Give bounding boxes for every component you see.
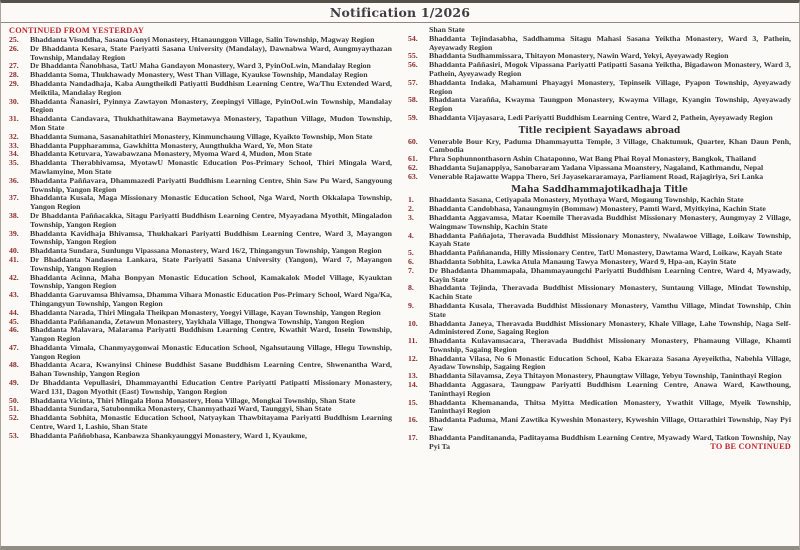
entry-number: 38. xyxy=(9,210,19,220)
list-entry xyxy=(408,355,791,373)
entry-text: Bhaddanta Kulavamsacara, Theravada Buddhist Missionary Monastery, Phamaung Village, Khamti Township, Sagaing Region xyxy=(429,336,791,354)
entry-number: 31. xyxy=(9,114,19,124)
entry-number: 42. xyxy=(9,272,19,282)
entry-number: 37. xyxy=(9,193,19,203)
entry-text: Bhaddanta Paññananda, Hilly Missionary Centre, TatU Monastery, Dawtama Ward, Loikaw, Kayah State xyxy=(429,248,783,258)
entry-number: 55. xyxy=(408,51,418,61)
entry-text: Dr Bhaddanta Kesara, State Pariyatti Sasana University (Mandalay), Dawnabwa Ward, Aungmyaythazan Township, Mandalay Region xyxy=(30,43,392,62)
entry-number: 10. xyxy=(408,318,418,328)
entry-text: Dr Bhaddanta Dhammapala, Dhammayaungchi Pariyatti Buddhism Learning Centre, Ward 4, Myawady, Kayin State xyxy=(429,265,791,284)
entry-text: Bhaddanta Kusala, Theravada Buddhist Missionary Monastery, Vamthu Village, Mindat Township, Chin State xyxy=(429,300,791,319)
entry-number: 44. xyxy=(9,307,19,317)
entry-number: 11. xyxy=(408,336,418,346)
entry-number: 52. xyxy=(9,413,19,423)
entry-text: Bhaddanta Ketuvara, Yawabawzana Monastery, Myoma Ward 4, Mudon, Mon State xyxy=(30,149,312,159)
entry-number: 3. xyxy=(408,212,414,222)
entry-text: Bhaddanta Panditananda, Paditayama Buddhism Learning Centre, Myawady Ward, Tatkon Township, Nay Pyi Ta xyxy=(429,432,791,451)
list-entry xyxy=(9,291,392,309)
entry-text: Bhaddanta Sujanappiya, Sanobararam Yadana Vipassana Moanstery, Nagaland, Kathmandu, Nepal xyxy=(429,162,764,172)
entry-text: Bhaddanta Malavara, Malarama Pariyatti Buddhism Learning Centre, Kwathit Ward, Insein Township, Yangon Region xyxy=(30,325,392,344)
list-entry xyxy=(408,35,791,53)
entry-number: 45. xyxy=(9,316,19,326)
list-entry xyxy=(9,115,392,133)
entry-number: 26. xyxy=(9,43,19,53)
entry-text: Bhaddanta Therabhivamsa, MyotawU Monastic Education Pos-Primary School, Thiri Mingala Ward, Mawlamyine, Mon State xyxy=(30,158,392,176)
entry-number: 7. xyxy=(408,265,414,275)
entry-number: 49. xyxy=(9,378,19,388)
list-entry xyxy=(9,98,392,116)
list-entry xyxy=(9,432,392,441)
entry-number: 29. xyxy=(9,78,19,88)
entry-number: 47. xyxy=(9,342,19,352)
list-entry xyxy=(408,114,791,123)
entry-text: Bhaddanta Sundara, Satubonmika Monastery, Chanmyathazi Ward, Taunggyi, Shan State xyxy=(30,404,332,414)
entry-number: 51. xyxy=(9,404,19,414)
page-title: Notification 1/2026 xyxy=(329,5,471,20)
list-entry xyxy=(408,416,791,434)
entry-text: Bhaddanta Sobhita, Lawka Atula Manaung Tawya Monastery, Ward 9, Hpa-an, Kayin State xyxy=(429,256,737,266)
entry-text: Bhaddanta Narada, Thiri Mingala Theikpan Monastery, Yoegyi Village, Kayan Township, Yangon Region xyxy=(30,307,381,317)
list-entry xyxy=(9,159,392,177)
entry-number: 4. xyxy=(408,230,414,240)
list-entry xyxy=(408,61,791,79)
entry-text: Bhaddanta Sundara, Sunlungu Vipassana Monastery, Ward 16/2, Thingangyun Township, Yangon Region xyxy=(30,246,382,256)
list-entry xyxy=(408,138,791,156)
entry-number: 35. xyxy=(9,158,19,168)
entry-number: 34. xyxy=(9,149,19,159)
entry-number: 15. xyxy=(408,397,418,407)
page-header xyxy=(1,3,799,23)
entry-text: Bhaddanta Soma, Thukhawady Monastery, West Than Village, Kyaukse Township, Mandalay Region xyxy=(30,70,368,80)
entry-number: 43. xyxy=(9,290,19,300)
list-entry xyxy=(408,320,791,338)
list-entry xyxy=(408,232,791,250)
entry-text: Dr Bhaddanta Paññacakka, Sitagu Pariyatti Buddhism Learning Centre, Myayadana Myothit, Mingaladon Township, Yangon Region xyxy=(30,210,392,229)
entry-number: 59. xyxy=(408,112,418,122)
list-entry xyxy=(9,361,392,379)
entry-number: 5. xyxy=(408,248,414,258)
entry-text: Bhaddanta Sumana, Sasanahitathiri Monastery, Kinmunchaung Village, Kyaikto Township, Mon State xyxy=(30,131,373,141)
entry-text: Bhaddanta Paññasiri, Mogok Vipassana Pariyatti Patipatti Sasana Yeiktha, Bigadawon Monastery, Ward 3, Pathein, Ayeyawady Region xyxy=(429,60,791,78)
entry-text: Bhaddanta Garuvamsa Bhivamsa, Dhamma Vihara Monastic Education Pos-Primary School, Ward Nga/Ka, Thingangyun Township, Yangon Region xyxy=(30,290,392,308)
columns-container xyxy=(1,23,799,546)
entry-number: 33. xyxy=(9,140,19,150)
entry-text: Bhaddanta Khemananda, Thitsa Myitta Medication Monastery, Ywathit Village, Myeik Township, Taninthayi Region xyxy=(429,397,791,416)
entry-text: Bhaddanta Paññajota, Theravada Buddhist Missionary Monastery, Nwalawoe Village, Loikaw Township, Kayah State xyxy=(429,230,791,249)
entry-text: Bhaddanta Puppharamma, Gawkhitta Monastery, Aungthukha Ward, Ye, Mon State xyxy=(30,140,313,150)
entry-number: 8. xyxy=(408,283,414,293)
entry-number: 61. xyxy=(408,154,418,164)
list-entry xyxy=(9,212,392,230)
entry-text: Bhaddanta Nandadhaja, Kaba Aungtheikdi Patiyatti Buddhism Learning Centre, Wa/Thu Extended Ward, Meiktila, Mandalay Region xyxy=(30,78,392,97)
entry-number: 48. xyxy=(9,360,19,370)
entry-number: 14. xyxy=(408,380,418,390)
list-entry xyxy=(9,344,392,362)
list-entry xyxy=(408,337,791,355)
list-entry xyxy=(9,230,392,248)
entry-text: Bhaddanta Vijayasara, Ledi Pariyatti Buddhism Learning Centre, Ward 2, Pathein, Ayeyawady Region xyxy=(429,112,773,122)
entry-number: 25. xyxy=(9,35,19,44)
entry-text: Bhaddanta Sasana, Cetiyapala Monastery, Myothaya Ward, Mogaung Township, Kachin State xyxy=(429,195,744,205)
left-column xyxy=(9,26,392,542)
entry-text: Bhaddanta Kavidhaja Bhivamsa, Thukhakari Pariyatti Buddhism Learning Centre, Ward 3, Mayangon Township, Yangon Region xyxy=(30,228,392,247)
entry-text: Dr Bhaddanta Ñanobhasa, TatU Maha Gandayon Monastery, Ward 3, PyinOoLwin, Mandalay Region xyxy=(30,61,371,71)
entry-number: 32. xyxy=(9,131,19,141)
entry-text: Phra Sophunnonthasorn Ashin Chataponno, Wat Bang Phai Royal Monastery, Bangkok, Thailand xyxy=(429,154,757,164)
entry-number: 50. xyxy=(9,395,19,405)
entry-text: Bhaddanta Acinna, Maha Bonpyan Monastic Education School, Kamakalok Model Village, Kyauktan Township, Yangon Region xyxy=(30,272,392,291)
entry-text: Bhaddanta Aggasara, Taungpaw Pariyatti Buddhism Learning Centre, Anawa Ward, Kawthoung, Taninthayi Region xyxy=(429,380,791,398)
entry-text: Bhaddanta Silavamsa, Zeya Thitayon Monastery, Phaungtaw Village, Yebyu Township, Taninthayi Region xyxy=(429,371,782,381)
entry-number: 36. xyxy=(9,175,19,185)
list-entry xyxy=(9,379,392,397)
entry-text: Bhaddanta Ñanasiri, Pyinnya Zawtayon Monastery, Zeepingyi Village, PyinOoLwin Township, Mandalay Region xyxy=(30,96,392,115)
entry-text: Bhaddanta Sobhita, Monastic Education School, Natyaykan Thawbitayama Pariyatti Buddhism Learning Centre, Ward 1, Lashio, Shan State xyxy=(30,413,392,432)
entry-number: 46. xyxy=(9,325,19,335)
list-entry xyxy=(9,80,392,98)
list-entry xyxy=(9,256,392,274)
entry-text: Bhaddanta Visuddha, Sasana Gonyi Monastery, Htanaunggon Village, Salin Township, Magway Region xyxy=(30,35,375,44)
list-entry xyxy=(408,79,791,97)
entry-text: Bhaddanta Vilasa, No 6 Monastic Education School, Kaba Ekaraza Sasana Ayeyeiktha, Nabehla Village, Ayadaw Township, Sagaing Region xyxy=(429,353,791,372)
list-entry xyxy=(408,267,791,285)
section-heading: Title recipient Sayadaws abroad xyxy=(518,125,681,136)
entry-number: 27. xyxy=(9,61,19,71)
entry-number: 12. xyxy=(408,353,418,363)
entry-text: Bhaddanta Aggavamsa, Matar Koemile Theravada Buddhist Missionary Monastery, Aungmyay 2 Village, Waingmaw Township, Kachin State xyxy=(429,212,791,231)
entry-text: Bhaddanta Candobhasa, Yanaungmyin (Bommaw) Monastery, Pamti Ward, Myitkyina, Kachin State xyxy=(429,204,766,214)
entry-text: Dr Bhaddanta Nandasena Lankara, State Pariyatti Sasana University (Yangon), Ward 7, Mayangon Township, Yangon Region xyxy=(30,254,392,273)
entry-text: Bhaddanta Paññavara, Dhammazedi Pariyatti Buddhism Learning Centre, Shin Saw Pu Ward, Sangyoung Township, Yangon Region xyxy=(30,175,392,194)
list-entry xyxy=(9,45,392,63)
entry-text: Venerable Rajawatte Wappa Thero, Sri Jayasekararamaya, Parliament Road, Rajagiriya, Sri Lanka xyxy=(429,171,764,181)
list-entry xyxy=(9,194,392,212)
list-entry xyxy=(408,96,791,114)
list-entry xyxy=(9,326,392,344)
section-heading: Maha Saddhammajotikadhaja Title xyxy=(511,184,688,195)
list-entry xyxy=(408,399,791,417)
entry-number: 56. xyxy=(408,60,418,70)
right-column xyxy=(408,26,791,542)
entry-text: Bhaddanta Kusala, Maga Missionary Monastic Education School, Nga Ward, North Okkalapa Township, Yangon Region xyxy=(30,193,392,212)
list-entry xyxy=(408,284,791,302)
entry-number: 58. xyxy=(408,95,418,105)
entry-number: 41. xyxy=(9,254,19,264)
to-be-continued-label: TO BE CONTINUED xyxy=(710,441,791,451)
entry-number: 53. xyxy=(9,430,19,440)
entry-number: 16. xyxy=(408,415,418,425)
entry-text: Shan State xyxy=(429,25,465,34)
entry-text: Bhaddanta Sudhammissara, Thitayon Monastery, Nawin Ward, Yekyi, Ayeyawady Region xyxy=(429,51,729,61)
list-entry xyxy=(9,177,392,195)
entry-text: Bhaddanta Tejindasabha, Saddhamma Sitagu Mahasi Sasana Yeiktha Monastery, Ward 3, Pathein, Ayeyawady Region xyxy=(429,33,791,52)
entry-number: 17. xyxy=(408,432,418,442)
list-entry xyxy=(408,381,791,399)
entry-number: 60. xyxy=(408,136,418,146)
entry-number: 13. xyxy=(408,371,418,381)
list-entry xyxy=(9,274,392,292)
entry-number: 2. xyxy=(408,204,414,214)
entry-number: 9. xyxy=(408,300,414,310)
entry-text: Bhaddanta Vimala, Chanmyaygonwai Monastic Education School, Ngahsutaung Village, Hlegu Township, Yangon Region xyxy=(30,342,392,361)
entry-text: Bhaddanta Vicinta, Thiri Mingala Hona Monastery, Hona Village, Mongkai Township, Shan State xyxy=(30,395,356,405)
entry-text: Dr Bhaddanta Vepullasiri, Dhammayanthi Education Centre Pariyatti Patipatti Missionary Monastery, Ward 131, Dagon Myothit (East) Township, Yangon Region xyxy=(30,378,392,396)
list-entry xyxy=(408,302,791,320)
entry-number: 63. xyxy=(408,171,418,181)
entry-number: 28. xyxy=(9,70,19,80)
entry-number: 62. xyxy=(408,162,418,172)
entry-text: Bhaddanta Indaka, Mahamuni Phayagyi Monastery, Tepinseik Village, Pyapon Township, Ayeyawady Region xyxy=(429,77,791,96)
entry-text: Bhaddanta Paññananda, Zetawun Monastery, Yaykhala Village, Thongwa Township, Yangon Region xyxy=(30,316,365,326)
entry-number: 57. xyxy=(408,77,418,87)
list-entry xyxy=(408,214,791,232)
entry-number: 1. xyxy=(408,195,414,205)
entry-text: Venerable Bour Kry, Paduma Dhammayutta Temple, 3 Village, Chaktumuk, Quarter, Khan Daun Penh, Cambodia xyxy=(429,136,791,155)
entry-text: Bhaddanta Candavara, Thukhathitawana Baymetawya Monastery, Tapathun Village, Mudon Township, Mon State xyxy=(30,114,392,132)
list-entry xyxy=(9,414,392,432)
entry-text: Bhaddanta Tejinda, Theravada Buddhist Missionary Monastery, Suntaung Village, Mindat Township, Kachin State xyxy=(429,283,791,302)
entry-number: 39. xyxy=(9,228,19,238)
entry-number: 54. xyxy=(408,33,418,43)
continued-from-yesterday-label: CONTINUED FROM YESTERDAY xyxy=(9,26,145,35)
entry-text: Bhaddanta Paduma, Mani Zawtika Kyweshin Monastery, Kyweshin Village, Ottarathiri Township, Nay Pyi Taw xyxy=(429,415,791,434)
entry-number: 30. xyxy=(9,96,19,106)
entry-text: Bhaddanta Paññobhasa, Kanbawza Shankyaunggyi Monastery, Ward 1, Kyaukme, xyxy=(30,430,307,440)
list-entry xyxy=(408,173,791,182)
entry-number: 6. xyxy=(408,256,414,266)
entry-text: Bhaddanta Varañña, Kwayma Taungpon Monastery, Kwayma Village, Kyangin Township, Ayeyawady Region xyxy=(429,95,791,114)
entry-text: Bhaddanta Janeya, Theravada Buddhist Missionary Monastery, Khale Village, Lahe Township, Naga Self-Administered Zone, Sagaing Region xyxy=(429,318,791,337)
entry-text: Bhaddanta Acara, Kwanyinsi Chinese Buddhist Sasane Buddhism Learning Centre, Shwenantha Ward, Bahan Township, Yangon Region xyxy=(30,360,392,379)
entry-number: 40. xyxy=(9,246,19,256)
